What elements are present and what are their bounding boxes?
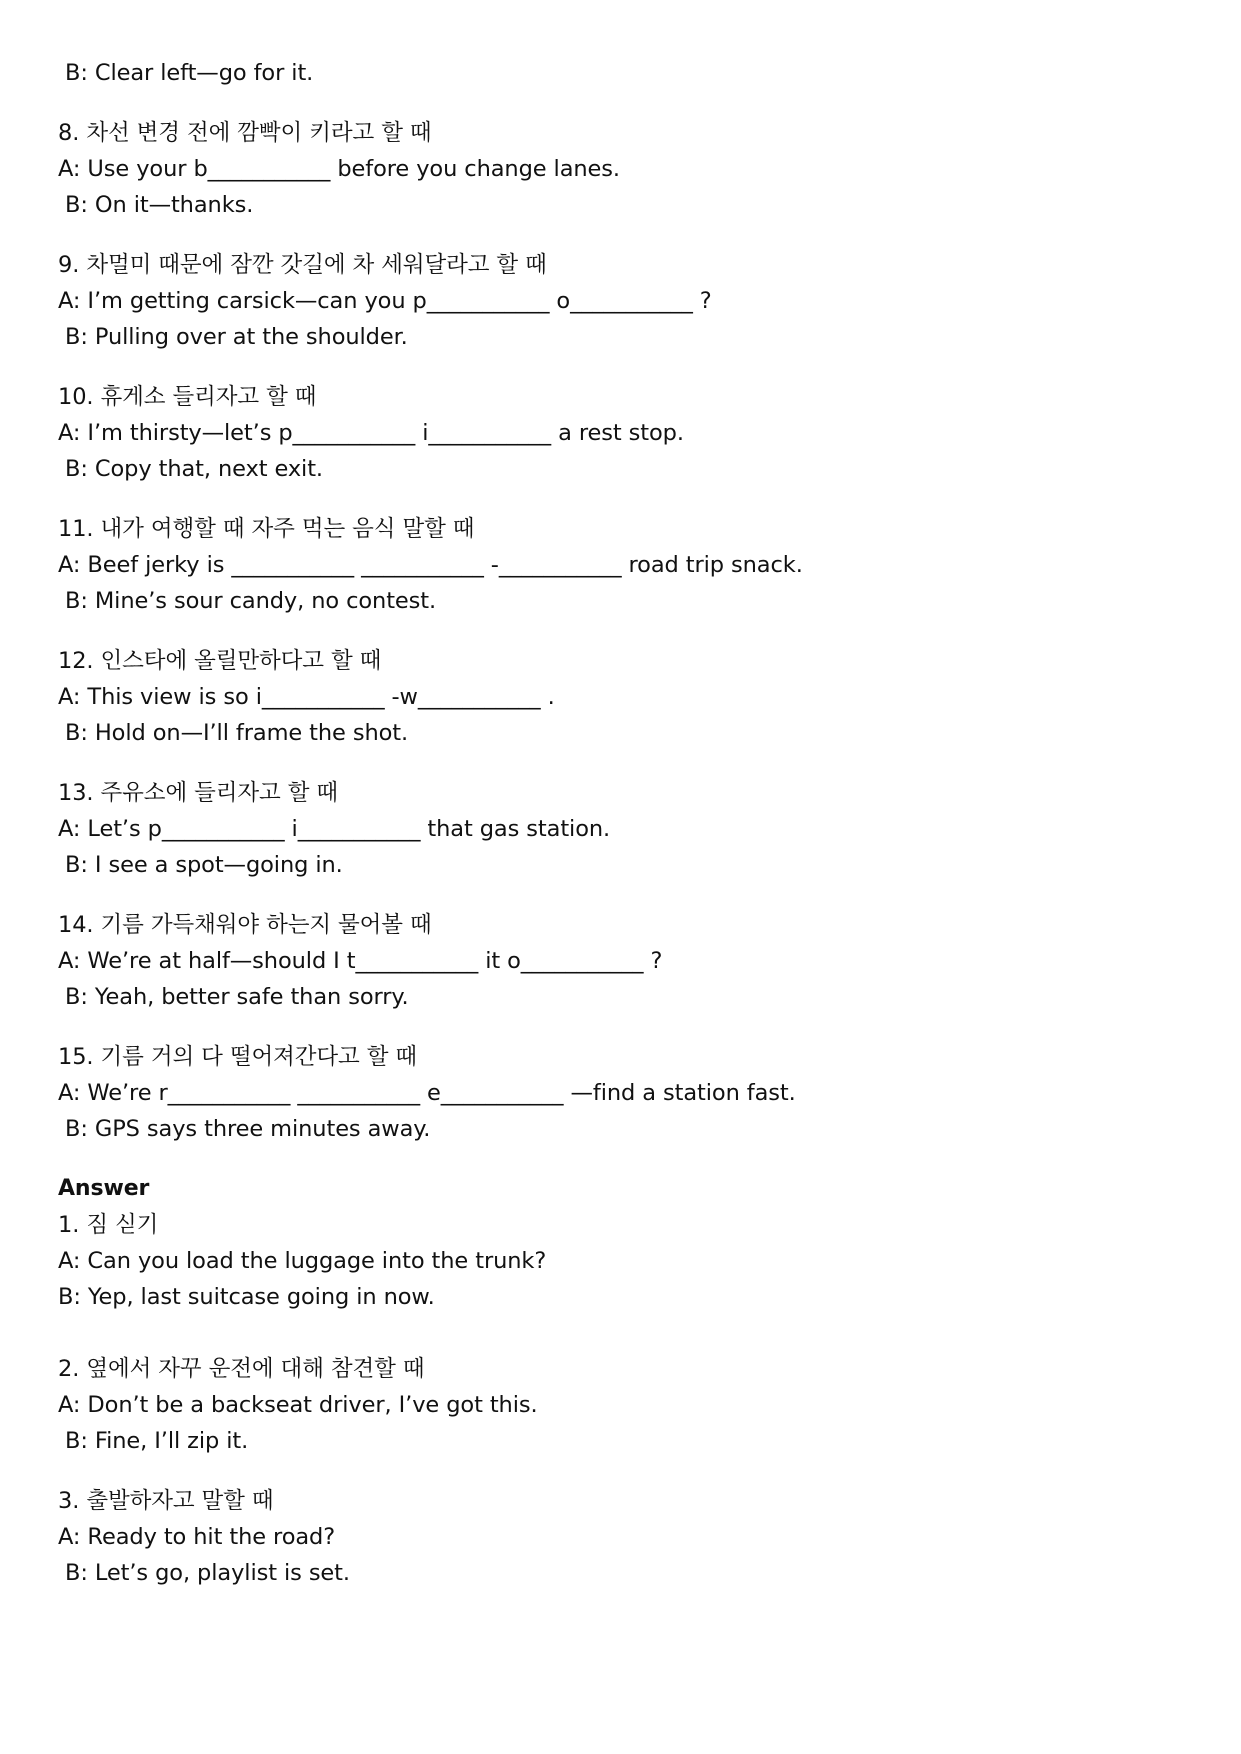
- dialogue-line-a: A: Use your b___________ before you change lanes.: [58, 156, 620, 182]
- dialogue-line-a: A: Beef jerky is ___________ ___________ -___________ road trip snack.: [58, 552, 803, 578]
- dialogue-line-a: A: This view is so i___________ -w___________ .: [58, 684, 555, 710]
- dialogue-line-b: B: Clear left—go for it.: [65, 60, 314, 86]
- dialogue-line-b: B: GPS says three minutes away.: [65, 1116, 431, 1142]
- item-prompt: 10. 휴게소 들리자고 할 때: [58, 384, 317, 410]
- item-prompt: 12. 인스타에 올릴만하다고 할 때: [58, 648, 382, 674]
- document-body: [58, 55, 1178, 1591]
- section-heading: Answer: [58, 1176, 150, 1201]
- item-prompt: 3. 출발하자고 말할 때: [58, 1488, 274, 1514]
- dialogue-line-a: A: Don’t be a backseat driver, I’ve got this.: [58, 1392, 538, 1418]
- dialogue-line-b: B: Pulling over at the shoulder.: [65, 324, 408, 350]
- dialogue-line-a: A: We’re r___________ ___________ e___________ —find a station fast.: [58, 1080, 796, 1106]
- dialogue-line-a: A: I’m thirsty—let’s p___________ i___________ a rest stop.: [58, 420, 684, 446]
- item-prompt: 9. 차멀미 때문에 잠깐 갓길에 차 세워달라고 할 때: [58, 252, 547, 278]
- item-prompt: 2. 옆에서 자꾸 운전에 대해 참견할 때: [58, 1356, 425, 1382]
- dialogue-line-b: B: Let’s go, playlist is set.: [65, 1560, 350, 1586]
- dialogue-line-b: B: Yeah, better safe than sorry.: [65, 984, 409, 1010]
- dialogue-line-b: B: Copy that, next exit.: [65, 456, 323, 482]
- item-prompt: 11. 내가 여행할 때 자주 먹는 음식 말할 때: [58, 516, 475, 542]
- item-prompt: 15. 기름 거의 다 떨어져간다고 할 때: [58, 1044, 418, 1070]
- item-prompt: 8. 차선 변경 전에 깜빡이 키라고 할 때: [58, 120, 432, 146]
- dialogue-line-b: B: Yep, last suitcase going in now.: [58, 1284, 435, 1310]
- dialogue-line-b: B: Fine, I’ll zip it.: [65, 1428, 249, 1454]
- dialogue-line-a: A: I’m getting carsick—can you p___________ o___________ ?: [58, 288, 712, 314]
- dialogue-line-b: B: On it—thanks.: [65, 192, 254, 218]
- dialogue-line-a: A: Can you load the luggage into the trunk?: [58, 1248, 547, 1274]
- item-prompt: 1. 짐 싣기: [58, 1212, 159, 1238]
- dialogue-line-b: B: Hold on—I’ll frame the shot.: [65, 720, 409, 746]
- item-prompt: 14. 기름 가득채워야 하는지 물어볼 때: [58, 912, 432, 938]
- dialogue-line-a: A: We’re at half—should I t___________ it o___________ ?: [58, 948, 663, 974]
- dialogue-line-a: A: Let’s p___________ i___________ that gas station.: [58, 816, 611, 842]
- dialogue-line-a: A: Ready to hit the road?: [58, 1524, 336, 1550]
- item-prompt: 13. 주유소에 들리자고 할 때: [58, 780, 339, 806]
- dialogue-line-b: B: I see a spot—going in.: [65, 852, 343, 878]
- dialogue-line-b: B: Mine’s sour candy, no contest.: [65, 588, 437, 614]
